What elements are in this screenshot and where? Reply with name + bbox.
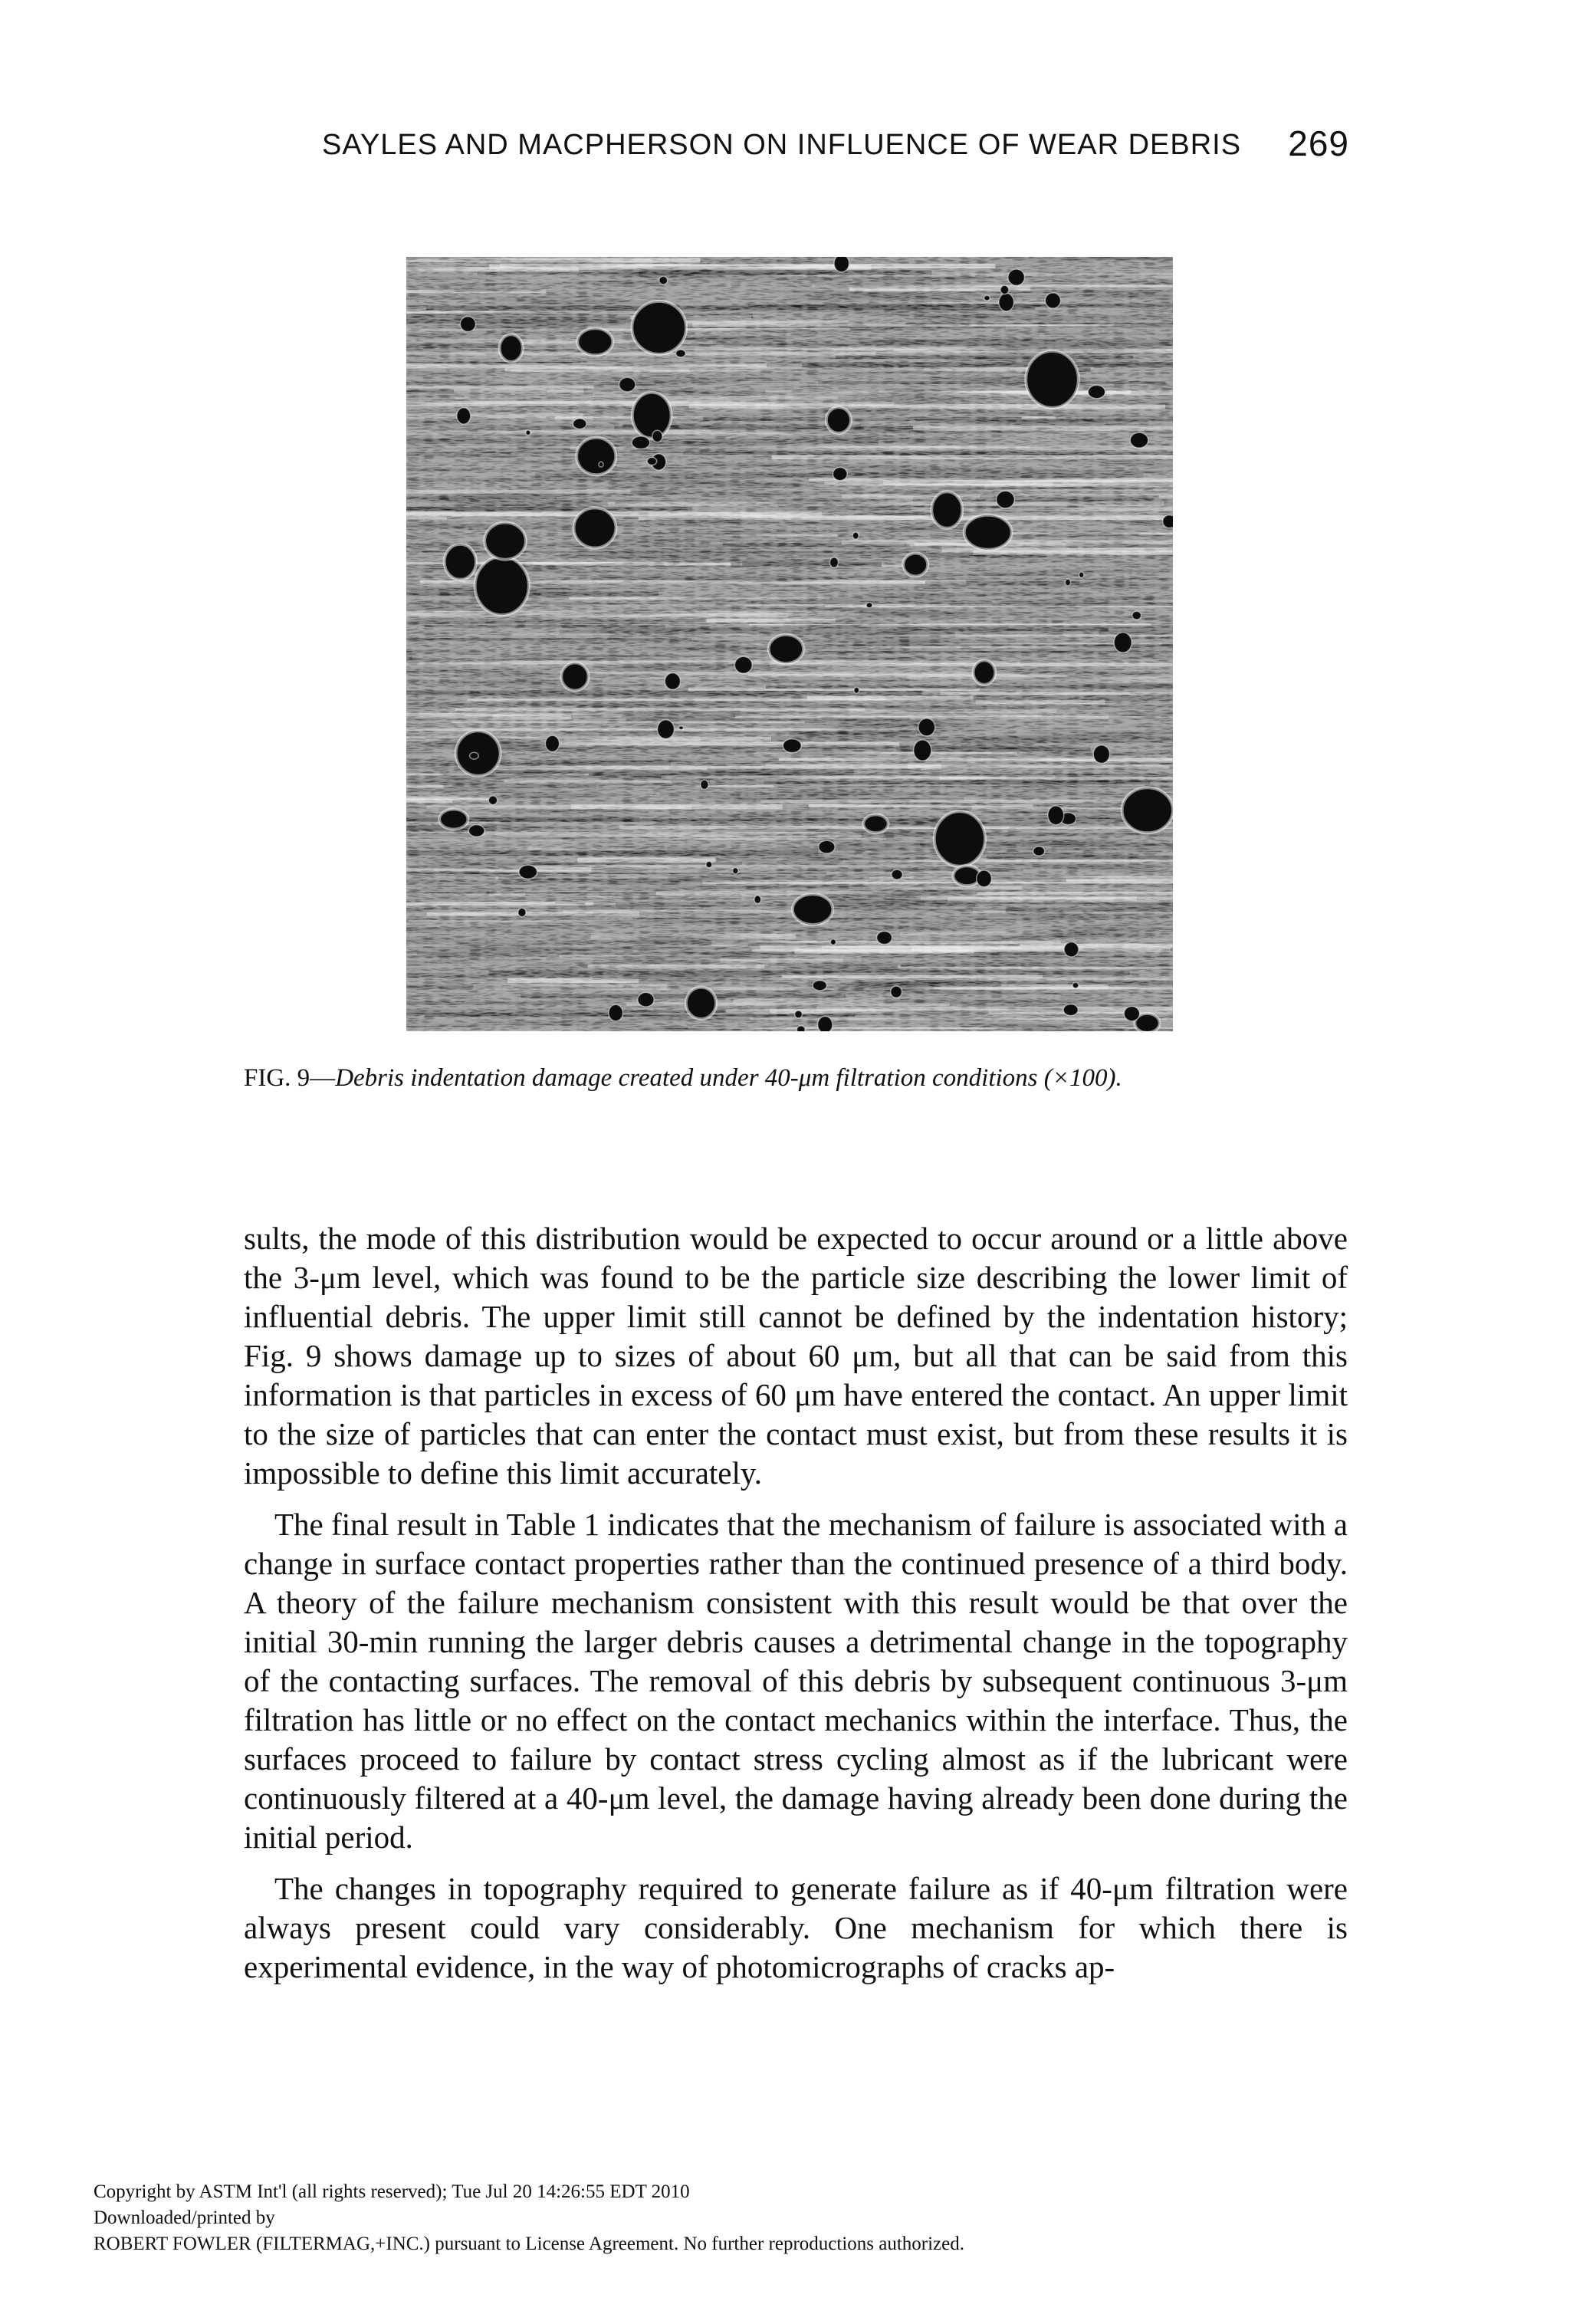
indentation-pit: [576, 438, 616, 475]
indentation-pit: [1048, 806, 1064, 825]
indentation-pit: [819, 840, 835, 853]
indentation-pit: [518, 908, 526, 916]
indentation-pit: [818, 1016, 833, 1031]
indentation-pit: [1093, 745, 1109, 764]
indentation-pit: [918, 718, 935, 736]
indentation-pit: [1072, 982, 1079, 988]
indentation-pit: [1026, 351, 1079, 408]
indentation-pit: [829, 557, 838, 567]
indentation-pit: [833, 468, 847, 481]
indentation-pit: [500, 334, 523, 362]
indentation-pit: [484, 523, 526, 560]
body-text: [244, 1219, 1348, 1999]
copyright-footer: [94, 2179, 1243, 2257]
indentation-pit: [830, 939, 836, 945]
indentation-pit: [619, 377, 636, 392]
indentation-pit: [1122, 787, 1173, 833]
indentation-pit: [599, 462, 603, 467]
indentation-pit: [659, 276, 668, 284]
indentation-pit: [1064, 942, 1079, 957]
indentation-pit: [863, 814, 888, 833]
indentation-pit: [1114, 633, 1132, 653]
indentation-pit: [1132, 611, 1141, 620]
indentation-pit: [488, 796, 497, 805]
indentation-pit: [984, 295, 990, 301]
indentation-pit: [1000, 285, 1009, 294]
indentation-pit: [734, 656, 752, 673]
indentation-pit: [796, 1026, 805, 1031]
indentation-pit: [793, 894, 833, 925]
indentation-pit: [577, 328, 613, 355]
caption-label: FIG. 9—: [244, 1064, 336, 1092]
running-header: [322, 123, 1349, 169]
indentation-pit: [1130, 432, 1148, 448]
indentation-pit: [647, 457, 657, 465]
indentation-pit: [609, 1004, 623, 1021]
indentation-pit: [854, 687, 859, 693]
indentation-pit: [891, 986, 902, 998]
indentation-pit: [574, 508, 616, 547]
indentation-pit: [445, 544, 476, 580]
indentation-pit: [456, 731, 501, 776]
indentation-pit: [1163, 515, 1173, 528]
indentation-pit: [733, 868, 738, 874]
copyright-line: Copyright by ASTM Int'l (all rights reserved); Tue Jul 20 14:26:55 EDT 2010: [94, 2181, 690, 2202]
indentation-pit: [1124, 1007, 1139, 1021]
indentation-pit: [852, 532, 859, 539]
indentation-pit: [997, 491, 1015, 508]
paragraph-3: The changes in topography required to generate failure as if 40-μm filtration were always present could vary considerably. One mechanism for which there is experimental evidence, in the way of photomicrographs of cracks ap-: [244, 1871, 1348, 1984]
indentation-pit: [1065, 579, 1070, 586]
indentation-pit: [439, 809, 468, 829]
indentation-pit: [678, 726, 683, 730]
download-line: Downloaded/printed by: [94, 2207, 275, 2228]
indentation-pit: [834, 257, 849, 272]
indentation-pit: [468, 825, 484, 837]
indentation-pit: [1045, 293, 1060, 308]
indentation-pit: [769, 635, 804, 663]
indentation-pit: [701, 780, 709, 789]
indentation-pit: [783, 739, 801, 753]
indentation-pit: [754, 896, 761, 904]
indentation-pit: [974, 660, 996, 685]
indentation-pit: [475, 557, 529, 615]
indentation-pit: [658, 720, 675, 739]
micrograph-image: [406, 257, 1173, 1031]
license-line: ROBERT FOWLER (FILTERMAG,+INC.) pursuant to License Agreement. No further reproductions authorized.: [94, 2234, 964, 2254]
indentation-pit: [1063, 1004, 1078, 1016]
indentation-pit: [903, 554, 928, 577]
paragraph-2: The final result in Table 1 indicates that the mechanism of failure is associated with a change in surface contact properties rather than the continued presence of a third body. A theory of the failure mechanism consistent with this result would be that over the initial 30-min running the larger debris causes a detrimental change in the topography of the contacting surfaces. The removal of this debris by subsequent continuous 3-μm filtration has little or no effect on the contact mechanics within the interface. Thus, the surfaces proceed to failure by contact stress cycling almost as if the lubricant were continuously filtered at a 40-μm level, the damage having already been done during the initial period.: [244, 1507, 1348, 1855]
indentation-pit: [892, 869, 902, 879]
indentation-pit: [1079, 572, 1084, 577]
indentation-pit: [561, 662, 588, 690]
page-number: 269: [1288, 123, 1349, 163]
indentation-pit: [914, 740, 931, 761]
indentation-pit: [638, 992, 654, 1007]
indentation-pit: [470, 752, 479, 759]
indentation-pit: [1008, 269, 1025, 285]
indentation-pit: [977, 870, 992, 887]
indentation-pit: [573, 419, 586, 429]
indentation-pit: [706, 861, 712, 867]
indentation-pit: [519, 865, 537, 879]
indentation-pit: [632, 393, 672, 439]
indentation-pit: [934, 811, 985, 866]
figure-caption: [244, 1064, 1340, 1093]
indentation-pit: [813, 981, 826, 991]
indentation-pit: [964, 515, 1012, 550]
indentation-pit: [632, 301, 686, 354]
paragraph-1: sults, the mode of this distribution would be expected to occur around or a little above the 3-μm level, which was found to be the particle size describing the lower limit of influential debris. The upper limit still cannot be defined by the indentation history; Fig. 9 shows damage up to sizes of about 60 μm, but all that can be said from this information is that particles in excess of 60 μm have entered the contact. An upper limit to the size of particles that can enter the contact must exist, but from these results it is impossible to define this limit accurately.: [244, 1221, 1348, 1491]
indentation-pit: [826, 407, 851, 433]
indentation-pit: [931, 491, 962, 528]
indentation-pit: [632, 436, 650, 449]
indentation-pit: [866, 603, 872, 608]
caption-text: Debris indentation damage created under 40-μm filtration conditions (×100).: [335, 1064, 1122, 1092]
indentation-pit: [1088, 385, 1105, 398]
indentation-pit: [526, 430, 530, 436]
indentation-pit: [460, 317, 475, 332]
indentation-pit: [877, 932, 892, 945]
indentation-pit: [545, 735, 559, 751]
indentation-pit: [999, 293, 1014, 311]
running-title: SAYLES AND MACPHERSON ON INFLUENCE OF WEAR DEBRIS: [322, 129, 1242, 161]
indentation-pit: [652, 430, 662, 442]
indentation-pit: [457, 408, 471, 425]
indentation-pit: [1033, 846, 1045, 856]
indentation-pit: [676, 350, 686, 357]
indentation-pit: [795, 1011, 803, 1018]
figure-9-photomicrograph: [406, 257, 1173, 1031]
indentation-pit: [686, 988, 716, 1019]
indentation-pit: [665, 673, 680, 690]
